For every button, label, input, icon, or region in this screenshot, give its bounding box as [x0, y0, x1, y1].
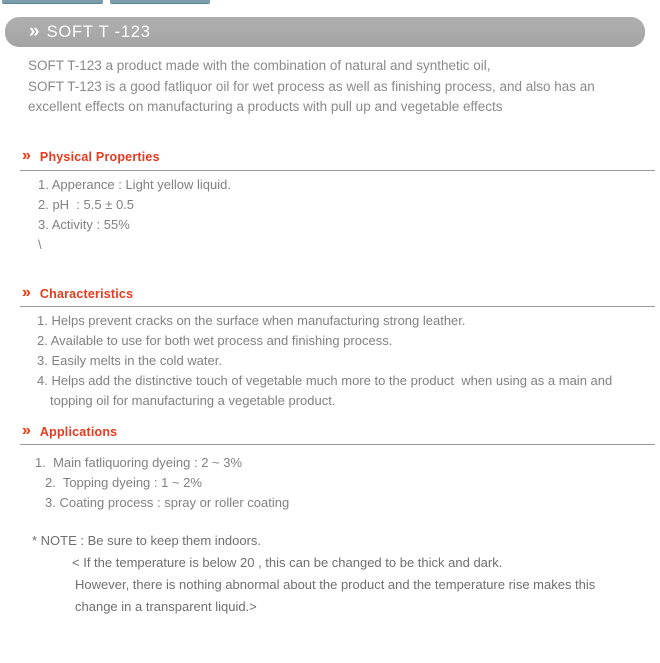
- note-block: [32, 530, 595, 618]
- note-line: change in a transparent liquid.>: [75, 599, 257, 614]
- section-heading-applications: [22, 422, 118, 439]
- page-title: SOFT T -123: [46, 22, 151, 41]
- note-line: However, there is nothing abnormal about the product and the temperature rise makes this: [75, 577, 596, 592]
- list-item: 1. Apperance : Light yellow liquid.: [38, 177, 231, 192]
- list-item: 4. Helps add the distinctive touch of vegetable much more to the product when using as a main and: [37, 373, 613, 388]
- list-item: 2. Available to use for both wet process and finishing process.: [37, 333, 393, 348]
- double-chevron-icon: »: [22, 422, 31, 439]
- section-divider: [20, 306, 655, 307]
- list-item: 2. Topping dyeing : 1 ~ 2%: [45, 475, 202, 490]
- double-chevron-icon: »: [29, 20, 40, 42]
- characteristics-list: [37, 311, 612, 411]
- section-label: Applications: [39, 425, 118, 439]
- intro-line: SOFT T-123 a product made with the combination of natural and synthetic oil,: [28, 58, 491, 73]
- page-title-bar: [5, 17, 645, 47]
- list-item: 2. pH : 5.5 ± 0.5: [38, 197, 135, 212]
- list-item: 3. Coating process : spray or roller coating: [45, 495, 290, 510]
- section-label: Physical Properties: [39, 150, 160, 164]
- double-chevron-icon: »: [22, 284, 31, 301]
- list-item-continuation: topping oil for manufacturing a vegetable product.: [50, 393, 336, 408]
- section-label: Characteristics: [39, 287, 134, 301]
- intro-paragraph: [28, 56, 650, 118]
- list-item: \: [38, 237, 42, 252]
- list-item: 3. Easily melts in the cold water.: [37, 353, 222, 368]
- section-heading-physical-properties: [22, 147, 160, 164]
- note-line: < If the temperature is below 20 , this can be changed to be thick and dark.: [72, 555, 503, 570]
- list-item: 1. Main fatliquoring dyeing : 2 ~ 3%: [35, 455, 243, 470]
- note-line: * NOTE : Be sure to keep them indoors.: [32, 533, 262, 548]
- section-divider: [20, 170, 655, 171]
- intro-line: SOFT T-123 is a good fatliquor oil for wet process as well as finishing process, and also has an: [28, 78, 595, 94]
- section-heading-characteristics: [22, 284, 134, 301]
- top-nav-tab-1[interactable]: [2, 0, 103, 4]
- list-item: 3. Activity : 55%: [38, 217, 130, 232]
- physical-properties-list: [38, 175, 231, 255]
- applications-list: [35, 453, 289, 513]
- list-item: 1. Helps prevent cracks on the surface when manufacturing strong leather.: [37, 313, 466, 328]
- section-divider: [20, 444, 655, 445]
- top-nav-tab-2[interactable]: [110, 0, 210, 4]
- double-chevron-icon: »: [22, 147, 31, 164]
- intro-line: excellent effects on manufacturing a products with pull up and vegetable effects: [28, 99, 503, 114]
